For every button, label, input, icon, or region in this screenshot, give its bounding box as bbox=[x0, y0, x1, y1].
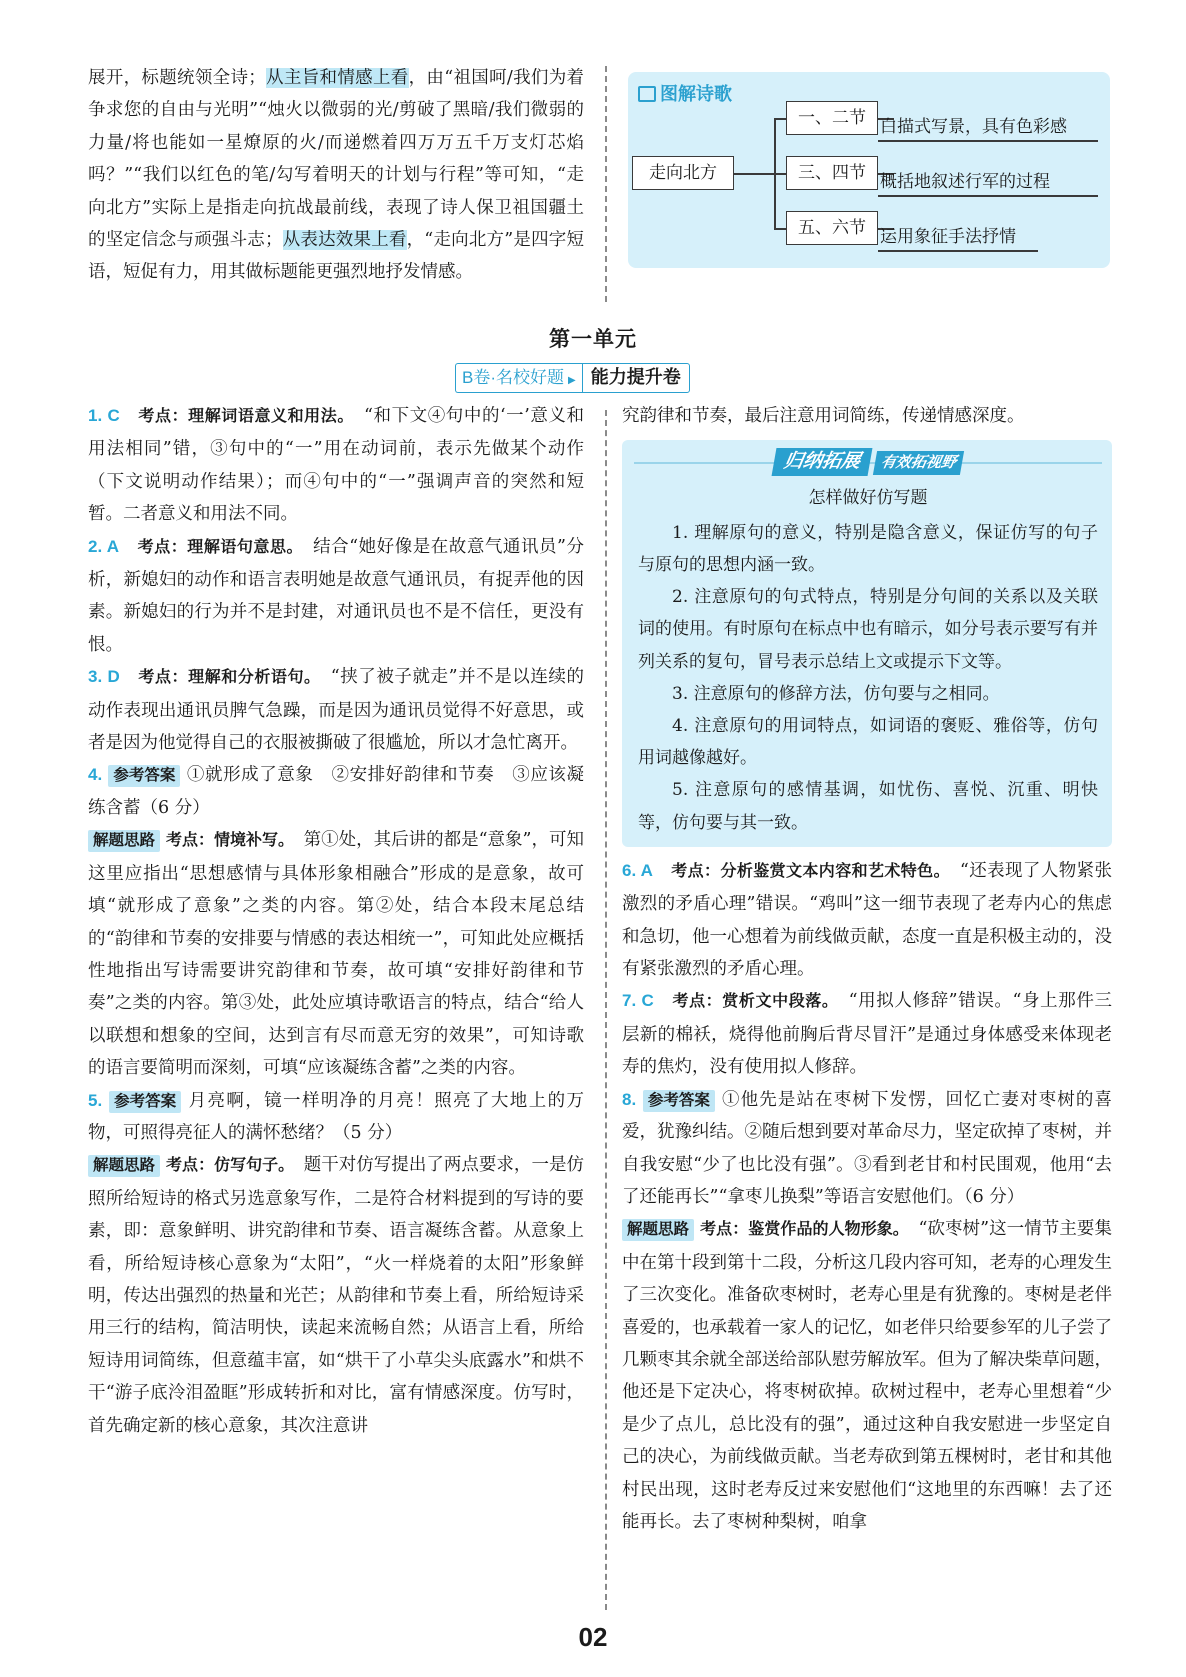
diagram-desc-2: 概括地叙述行军的过程 bbox=[880, 172, 1050, 192]
column-divider-top bbox=[605, 66, 607, 302]
tip-title: 怎样做好仿写题 bbox=[808, 488, 928, 508]
question-6: 6. A 考点：分析鉴赏文本内容和艺术特色。 “还表现了人物紧张激烈的矛盾心理”错误。“鸡叫”这一细节表现了老寿内心的焦虑和急切，他一心想着为前线做贡献，态度一直是积极主动的，没有紧张激烈的矛盾心理。 bbox=[622, 860, 1113, 980]
connector bbox=[774, 118, 786, 120]
question-5-explain: 解题思路 考点：仿写句子。 题干对仿写提出了两点要求，一是仿照所给短诗的格式另选意象写作，二是符合材料提到的写诗的要素，即：意象鲜明、讲究韵律和节奏、语言凝练含蓄。从意象上看，所给短诗核心意象为“太阳”，“火一样烧着的太阳”形象鲜明，传达出强烈的热量和光芒；从韵律和节奏上看，所给短诗采用三行的结构，简洁明快，读起来流畅自然；从语言上看，所给短诗用词简练，但意蕴丰富，如“烘干了小草尖头底露水”和烘不干“游子底泠泪盈眶”形成转折和对比，富有情感深度。仿写时，首先确定新的核心意象，其次注意讲 bbox=[88, 1155, 584, 1436]
explain-tag: 解题思路 bbox=[622, 1219, 694, 1241]
question-2: 2. A 考点：理解语句意思。 结合“她好像是在故意气通讯员”分析，新媳妇的动作和语言表明她是故意气通讯员，有捉弄他的因素。新媳妇的行为并不是封建，对通讯员也不是不信任，更没有恨。 bbox=[88, 536, 584, 655]
tip-box bbox=[622, 440, 1112, 846]
connector bbox=[734, 173, 774, 175]
unit-title: 第一单元 bbox=[549, 328, 637, 351]
tip-item: 4. 注意原句的用词特点，如词语的褒贬、雅俗等，仿句用词越像越好。 bbox=[638, 716, 1098, 769]
top-left-text bbox=[88, 62, 584, 289]
explain-tag: 解题思路 bbox=[88, 830, 160, 852]
question-3: 3. D 考点：理解和分析语句。 “挟了被子就走”并不是以连续的动作表现出通讯员脾气急躁，而是因为通讯员觉得不好意思，或者是因为他觉得自己的衣服被撕破了很尴尬，所以才急忙离开。 bbox=[88, 667, 585, 754]
poem-diagram bbox=[628, 72, 1110, 268]
right-column bbox=[622, 400, 1112, 1538]
arrow-right-icon: ▶ bbox=[568, 375, 576, 386]
question-7: 7. C 考点：赏析文中段落。 “用拟人修辞”错误。“身上那件三层新的棉袄，烧得他前胸后背尽冒汗”是通过身体感受来体现老寿的焦灼，没有使用拟人修辞。 bbox=[622, 991, 1112, 1078]
answer-tag: 参考答案 bbox=[109, 1091, 181, 1113]
diagram-desc-1: 白描式写景，具有色彩感 bbox=[880, 117, 1067, 137]
highlight-effect: 从表达效果上看 bbox=[282, 230, 407, 251]
diagram-section-1: 一、二节 bbox=[786, 101, 878, 135]
explain-tag: 解题思路 bbox=[88, 1155, 160, 1177]
connector bbox=[774, 228, 786, 230]
answer-tag: 参考答案 bbox=[108, 765, 180, 787]
diagram-root: 走向北方 bbox=[632, 156, 734, 190]
page-number: 02 bbox=[578, 1622, 608, 1652]
top-left-paragraph: 展开，标题统领全诗；从主旨和情感上看，由“祖国呵/我们为着争求您的自由与光明”“烛火以微弱的光/剪破了黑暗/我们微弱的力量/将也能如一星燎原的火/而递燃着四万万五千万支灯芯焰吗？”“我们以红色的笔/勾写着明天的计划与行程”等可知，“走向北方”实际上是指走向抗战最前线，表现了诗人保卫祖国疆土的坚定信念与顽强斗志；从表达效果上看，“走向北方”是四字短语，短促有力，用其做标题能更强烈地抒发情感。 bbox=[88, 68, 585, 283]
question-4-explain: 解题思路 考点：情境补写。 第①处，其后讲的都是“意象”，可知这里应指出“思想感情与具体形象相融合”形成的是意象，故可填“就形成了意象”之类的内容。第②处，结合本段末尾总结的“韵律和节奏的安排要与情感的表达相统一”，可知此处应概括性地指出写诗需要讲究韵律和节奏，故可填“安排好韵律和节奏”之类的内容。第③处，此处应填诗歌语言的特点，结合“给人以联想和想象的空间，达到言有尽而意无穷的效果”，可知诗歌的语言要简明而深刻，可填“应该凝练含蓄”之类的内容。 bbox=[88, 830, 584, 1079]
chart-icon bbox=[638, 86, 656, 102]
tip-header bbox=[638, 446, 1098, 480]
diagram-section-2: 三、四节 bbox=[786, 156, 878, 190]
diagram-section-3: 五、六节 bbox=[786, 211, 878, 245]
question-8-answer: 8. 参考答案 ①他先是站在枣树下发愣，回忆亡妻对枣树的喜爱，犹豫纠结。②随后想到要对革命尽力，坚定砍掉了枣树，并自我安慰“少了也比没有强”。③看到老甘和村民围观，他用“去了还能再长”“拿枣儿换梨”等语言安慰他们。（6 分） bbox=[622, 1089, 1112, 1207]
tip-item: 1. 理解原句的意义，特别是隐含意义，保证仿写的句子与原句的思想内涵一致。 bbox=[638, 522, 1098, 576]
desc-underline bbox=[878, 250, 1038, 252]
tip-item: 2. 注意原句的句式特点，特别是分句间的关系以及关联词的使用。有时原句在标点中也有暗示，如分号表示要写有并列关系的复句，冒号表示总结上文或提示下文等。 bbox=[638, 587, 1098, 672]
question-1: 1. C 考点：理解词语意义和用法。 “和下文④句中的‘一’意义和用法相同”错，③句中的“一”用在动词前，表示先做某个动作（下文说明动作结果）；而④句中的“一”强调声音的突然和短暂。二者意义和用法不同。 bbox=[88, 406, 585, 525]
question-5-continued: 究韵律和节奏，最后注意用词简练，传递情感深度。 bbox=[622, 406, 1025, 426]
question-4-answer: 4. 参考答案 ①就形成了意象 ②安排好韵律和节奏 ③应该凝练含蓄（6 分） bbox=[88, 765, 584, 818]
diagram-title: 图解诗歌 bbox=[638, 80, 732, 106]
tip-item: 5. 注意原句的感情基调，如忧伤、喜悦、沉重、明快等，仿句要与其一致。 bbox=[638, 780, 1098, 833]
question-8-explain: 解题思路 考点：鉴赏作品的人物形象。 “砍枣树”这一情节主要集中在第十段到第十二段，分析这几段内容可知，老寿的心理发生了三次变化。准备砍枣树时，老寿心里是有犹豫的。枣树是老伴喜爱的，也承载着一家人的记忆，如老伴只给要参军的儿子尝了几颗枣其余就全部送给部队慰劳解放军。但为了解决柴草问题，他还是下定决心，将枣树砍掉。砍树过程中，老寿心里想着“少是少了点儿，总比没有的强”，通过这种自我安慰进一步坚定自己的决心，为前线做贡献。当老寿砍到第五棵树时，老甘和其他村民出现，这时老寿反过来安慰他们“这地里的东西嘛！去了还能再长。去了枣树种梨树，咱拿 bbox=[622, 1219, 1112, 1532]
desc-underline bbox=[878, 140, 1098, 142]
banner-left: B卷·名校好题 ▶ bbox=[455, 363, 582, 393]
column-divider-bottom bbox=[605, 410, 607, 1610]
connector bbox=[774, 173, 786, 175]
banner-right: 能力提升卷 bbox=[582, 363, 690, 393]
highlight-theme: 从主旨和情感上看 bbox=[265, 68, 409, 88]
diagram-desc-3: 运用象征手法抒情 bbox=[880, 227, 1016, 247]
left-column bbox=[88, 400, 584, 1442]
tip-label: 归纳拓展 bbox=[772, 448, 873, 476]
question-5-answer: 5. 参考答案 月亮啊，镜一样明净的月亮！照亮了大地上的万物，可照得亮征人的满怀愁绪？（5 分） bbox=[88, 1090, 584, 1143]
section-banner bbox=[455, 363, 690, 393]
tip-sublabel: 有效拓视野 bbox=[872, 451, 963, 475]
tip-item: 3. 注意原句的修辞方法，仿句要与之相同。 bbox=[672, 683, 1000, 704]
answer-tag: 参考答案 bbox=[643, 1090, 715, 1112]
desc-underline bbox=[878, 195, 1098, 197]
